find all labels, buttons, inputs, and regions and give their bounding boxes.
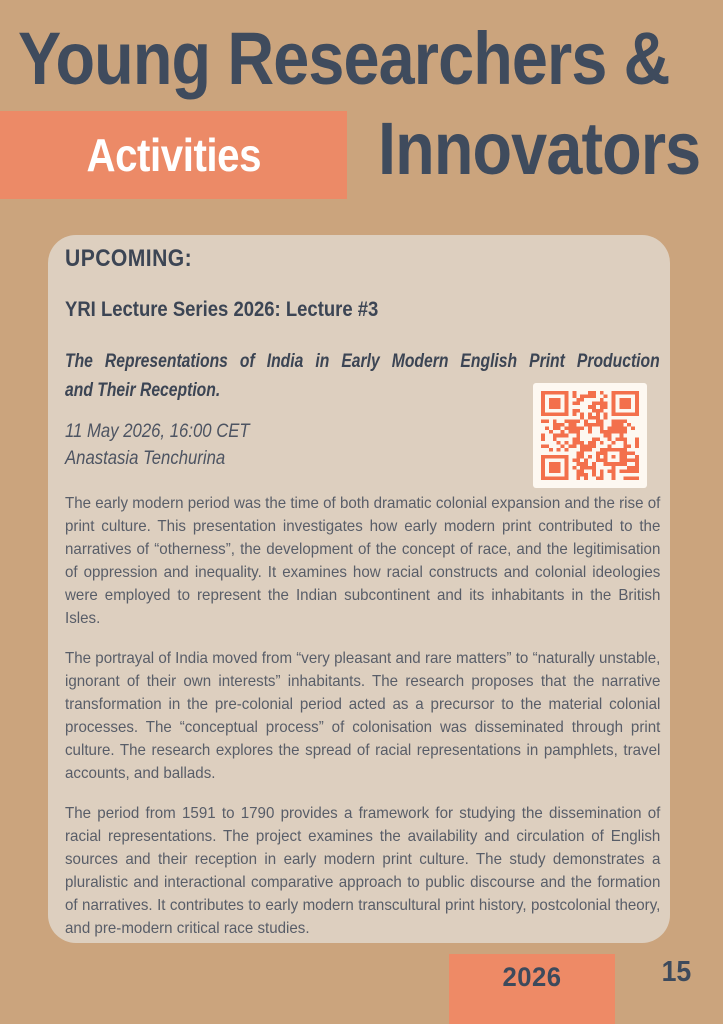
- page-title-line1: Young Researchers &: [18, 17, 670, 100]
- upcoming-card: [48, 235, 670, 943]
- event-title: YRI Lecture Series 2026: Lecture #3: [65, 298, 379, 321]
- abstract-paragraph-2: The portrayal of India moved from “very pleasant and rare matters” to “naturally unstable, ignorant of their own interests” inhabitants. The research proposes that the narrative transformation in the pre-colonial period acted as a precursor to the material colonial processes. The “conceptual process” of colonisation was disseminated through print culture. The research explores the spread of racial representations in pamphlets, travel accounts, and ballads.: [65, 650, 661, 782]
- abstract-paragraph-3: The period from 1591 to 1790 provides a framework for studying the dissemination of racial representations. The project examines the availability and circulation of English sources and their reception in early modern print culture. The study demonstrates a pluralistic and interactional comparative approach to public discourse and the formation of narratives. It contributes to early modern transcultural print history, postcolonial theory, and pre-modern critical race studies.: [65, 805, 661, 937]
- section-banner-label: Activities: [86, 129, 261, 181]
- qr-code-image: [541, 391, 639, 480]
- year-label: 2026: [502, 962, 562, 992]
- year-banner: [449, 954, 615, 1024]
- page-number: 15: [661, 956, 691, 988]
- lecture-title-line2: and Their Reception.: [65, 380, 221, 401]
- section-banner: [0, 111, 347, 199]
- event-datetime: 11 May 2026, 16:00 CET: [65, 421, 250, 442]
- abstract-paragraph-1: The early modern period was the time of both dramatic colonial expansion and the rise of print culture. This presentation investigates how early modern print contributed to the narratives of “otherness”, the development of the concept of race, and the legitimisation of oppression and inequality. It examines how racial constructs and colonial ideologies were employed to represent the Indian subcontinent and its inhabitants in the British Isles.: [65, 495, 661, 627]
- event-speaker: Anastasia Tenchurina: [65, 448, 226, 469]
- qr-code: [533, 383, 647, 488]
- abstract-text: [65, 492, 660, 957]
- lecture-title-line1: The Representations of India in Early Modern English Print Production: [65, 351, 660, 372]
- page-title-line2: Innovators: [377, 107, 700, 190]
- upcoming-heading: UPCOMING:: [65, 245, 193, 272]
